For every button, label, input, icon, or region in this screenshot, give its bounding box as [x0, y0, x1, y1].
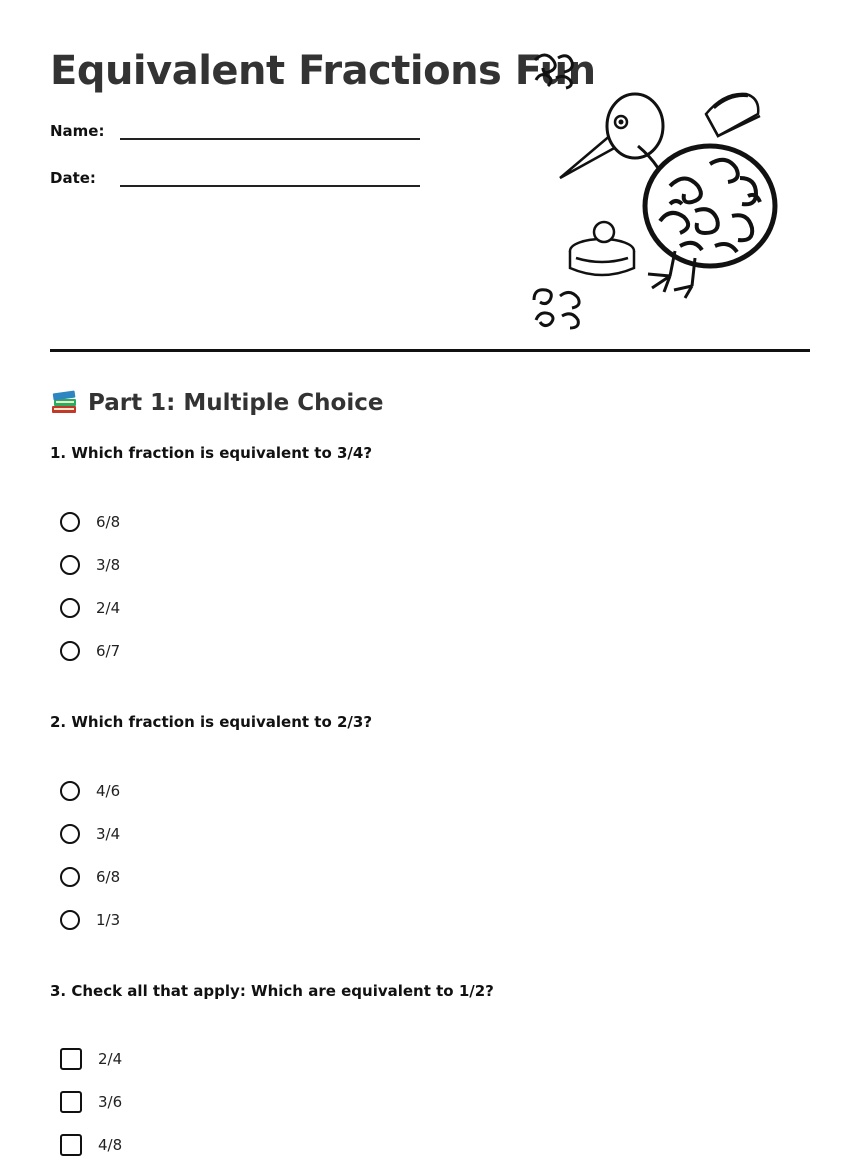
q3-option-a[interactable]: [60, 1046, 122, 1072]
option-label: 2/4: [98, 1050, 123, 1068]
q2-option-d[interactable]: [60, 907, 120, 933]
radio-button[interactable]: [60, 641, 80, 661]
question-2: 2. Which fraction is equivalent to 2/3?: [50, 713, 373, 731]
name-label: Name:: [50, 122, 105, 140]
radio-button[interactable]: [60, 781, 80, 801]
question-1: 1. Which fraction is equivalent to 3/4?: [50, 444, 373, 462]
kiwi-illustration: [520, 46, 790, 336]
q2-option-b[interactable]: [60, 821, 120, 847]
option-label: 3/6: [98, 1093, 123, 1111]
q1-option-a[interactable]: [60, 509, 120, 535]
books-icon: [50, 390, 78, 416]
checkbox[interactable]: [60, 1091, 82, 1113]
date-label: Date:: [50, 169, 96, 187]
date-input-line[interactable]: [120, 165, 420, 187]
option-label: 6/8: [96, 868, 121, 886]
option-label: 4/8: [98, 1136, 123, 1154]
name-field-row: [50, 118, 420, 140]
q2-option-c[interactable]: [60, 864, 120, 890]
checkbox[interactable]: [60, 1134, 82, 1156]
option-label: 3/8: [96, 556, 121, 574]
q1-option-d[interactable]: [60, 638, 120, 664]
radio-button[interactable]: [60, 512, 80, 532]
swirl-ornament-icon: [535, 55, 572, 88]
section-title-text: Part 1: Multiple Choice: [88, 390, 384, 416]
swirl-ornament-icon: [534, 290, 579, 328]
tart-icon: [570, 222, 634, 275]
checkbox[interactable]: [60, 1048, 82, 1070]
option-label: 3/4: [96, 825, 121, 843]
option-label: 2/4: [96, 599, 121, 617]
option-label: 1/3: [96, 911, 121, 929]
q1-option-c[interactable]: [60, 595, 120, 621]
q1-option-b[interactable]: [60, 552, 120, 578]
radio-button[interactable]: [60, 598, 80, 618]
q3-option-c[interactable]: [60, 1132, 122, 1158]
q3-option-b[interactable]: [60, 1089, 122, 1115]
radio-button[interactable]: [60, 555, 80, 575]
radio-button[interactable]: [60, 867, 80, 887]
name-input-line[interactable]: [120, 118, 420, 140]
header-divider: [50, 349, 810, 352]
section-title: [50, 390, 383, 416]
date-field-row: [50, 165, 420, 187]
cake-slice-icon: [706, 94, 760, 136]
option-label: 6/8: [96, 513, 121, 531]
q2-option-a[interactable]: [60, 778, 120, 804]
option-label: 4/6: [96, 782, 121, 800]
question-3: 3. Check all that apply: Which are equivalent to 1/2?: [50, 982, 494, 1000]
page-title: Equivalent Fractions Fun: [50, 48, 596, 94]
radio-button[interactable]: [60, 910, 80, 930]
option-label: 6/7: [96, 642, 121, 660]
radio-button[interactable]: [60, 824, 80, 844]
